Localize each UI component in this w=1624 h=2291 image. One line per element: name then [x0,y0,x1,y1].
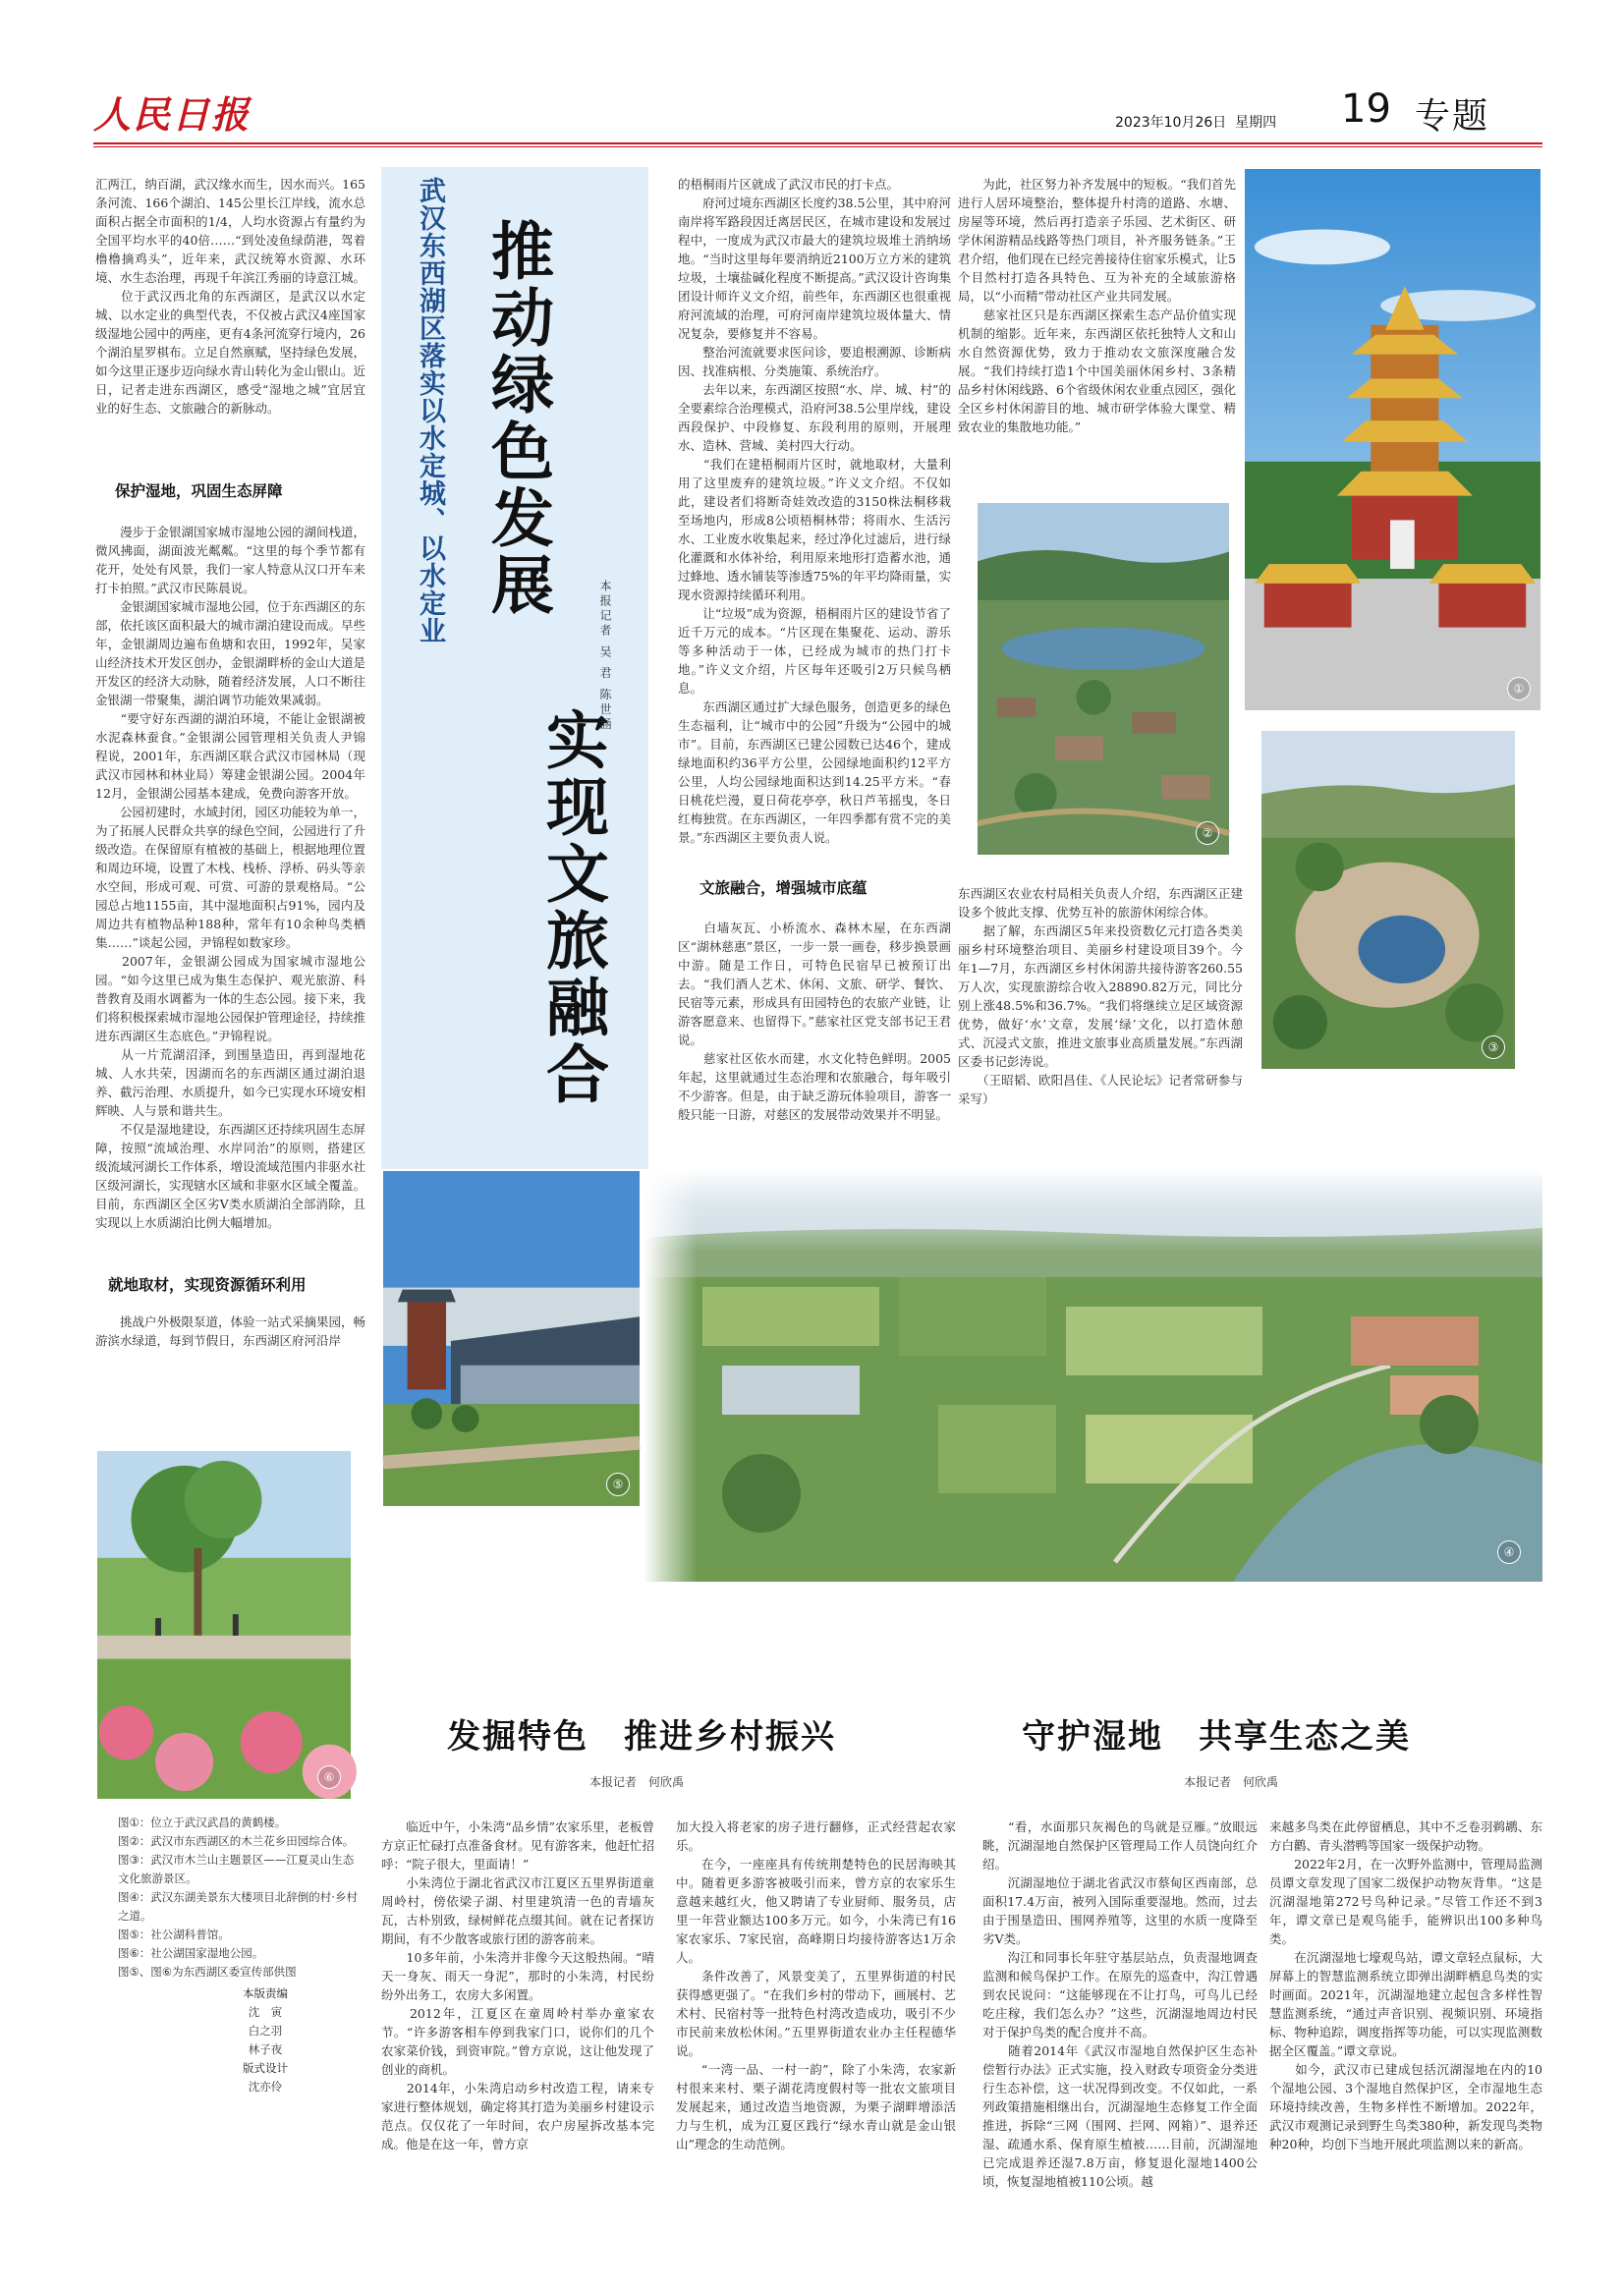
masthead-rule-thin [93,146,1542,147]
photo-number-badge: ⑤ [606,1473,630,1496]
editor-name: 沈 寅 [248,2005,283,2019]
photo-wetland-park [95,1449,353,1801]
photo-number-badge: ④ [1497,1540,1521,1564]
feature-column-2-b: 白墙灰瓦、小桥流水、森林木屋，在东西湖区“湖林慈惠”景区，一步一景一画卷，移步换景画中游。随是工作日，可特色民宿早已被预订出去。“我们酒人艺术、休闲、文旅、研学、餐饮、民宿等元素，形成具有田园特色的农旅产业链，让游客愿意来、也留得下。”慈家社区党支部书记王君说。 慈家社区依水而建，水文化特色鲜明。2005年起，这里就通过生态治理和农旅融合，每年吸引不少游客。但是，由于缺乏游玩体验项目，游客一般只能一日游，对慈区的发展带动效果并不明显。 [678,921,951,1122]
date: 2023年10月26日 [1115,115,1227,131]
section3-column-2: 来越多鸟类在此停留栖息，其中不乏卷羽鹈鹕、东方白鹳、青头潜鸭等国家一级保护动物。 2022年2月，在一次野外监测中，管理局监测员谭文章发现了国家二级保护动物灰背隼。“这是沉湖湿地第272号鸟种记录。”尽管工作还不到3年，谭文章已是观鸟能手，能辨识出100多种鸟类。 在沉湖湿地七壕观鸟站，谭文章轻点鼠标，大屏幕上的智慧监测系统立即弹出湖畔栖息鸟类的实时画面。2021年，沉湖湿地建立起包含多样性智慧监测系统，“通过声音识别、视频识别、环境指标、物种追踪，调度指挥等功能，可以实现监测数据全区覆盖。”谭文章说。 如今，武汉市已建成包括沉湖湿地在内的10个湿地公园、3个湿地自然保护区，全市湿地生态环境持续改善，生物多样性不断增加。2022年，武汉市观测记录到野生鸟类380种，新发现鸟类物种20种，均创下当地开展此项监测以来的新高。 [1269,1819,1542,2151]
credits-label: 本版责编 [243,1986,288,2000]
photo-number-badge: ③ [1482,1035,1505,1059]
masthead [93,86,1542,138]
feature-column-1 [95,175,365,1295]
designer-label: 版式设计 [243,2061,288,2075]
photo-caption: 图③：武汉市木兰山主题景区——江夏灵山生态文化旅游景区。 [118,1853,355,1885]
section3-byline: 本报记者 何欣禹 [1184,1775,1279,1789]
photo-science-museum [381,1169,642,1508]
section2-byline: 本报记者 何欣禹 [589,1775,685,1789]
section2-column-2: 加大投入将老家的房子进行翻修，正式经营起农家乐。 在今，一座座具有传统荆楚特色的民居海映其中。随着更多游客被吸引而来，曾方京的农家乐生意越来越红火，他又聘请了专业厨师、服务员，店里一年营业额达100多万元。如今，小朱湾已有16家农家乐、7家民宿，高峰期日均接待游客达1万余人。 条件改善了，风景变美了，五里界街道的村民获得感更强了。“在我们乡村的带动下，画展村、艺术村、民宿村等一批特色村湾改造成功，吸引不少市民前来放松休闲。”五里界街道农业办主任程德华说。 “一湾一品、一村一韵”，除了小朱湾，农家新村很来来村、栗子湖花湾度假村等一批农文旅项目发展起来，通过改造当地资源，为栗子湖畔增添活力与生机，成为江夏区践行“绿水青山就是金山银山”理念的生动范例。 [676,1819,956,2151]
feature-title-2: 实现文旅融合 [535,707,608,1108]
feature-kicker: 武汉东西湖区落实以水定城、以水定业 [415,177,445,644]
feature-column-2: 的梧桐雨片区就成了武汉市民的打卡点。 府河过境东西湖区长度约38.5公里，其中府河南岸将军路段因迁离居民区，在城市建设和发展过程中，一度成为武汉市最大的建筑垃圾堆土消纳场地。“当时这里每年要消纳近2100万立方米的建筑垃圾，土壤盐碱化程度不断提高。”武汉设计咨询集团设计师许义文介绍，前些年，东西湖区也很重视府河流域的治理，可府河南岸建筑垃圾体量大、情况复杂，要修复并不容易。 整治河流就要求医问诊，要追根溯源、诊断病因、找准病根、分类施策、系统治疗。 去年以来，东西湖区按照“水、岸、城、村”的全要素综合治理模式，沿府河38.5公里岸线，建设西段保护、中段修复、东段利用的原则，开展理水、造林、营城、美村四大行动。 “我们在建梧桐雨片区时，就地取材，大量利用了这里废弃的建筑垃圾。”许义文介绍。不仅如此，建设者们将断奇娃效改造的3150株法桐移栽至场地内，形成8公顷梧桐林带；将雨水、生活污水、工业废水收集起来，经过净化过滤后，进行绿化灌溉和水体补给，利用原来地形打造蓄水池，通过蜂地、透水铺装等渗透75%的年平均降雨量，实现水资源持续循环利用。 让“垃圾”成为资源，梧桐雨片区的建设节省了近千万元的成本。“片区现在集聚花、运动、游乐等多种活动于一体，已经成为城市的热门打卡地。”许义文介绍，片区每年还吸引2万只候鸟栖息。 东西湖区通过扩大绿色服务，创造更多的绿色生态福利，让“城市中的公园”升级为“公园中的城市”。目前，东西湖区已建公园数已达46个，建成绿地面积约36平方公里，公园绿地面积约12平方公里，人均公园绿地面积达到14.25平方米。“春日桃花烂漫，夏日荷花亭亭，秋日芦苇摇曳，冬日红梅独赏。在东西湖区，一年四季都有赏不完的美景。”东西湖区主要负责人说。 [678,177,951,845]
editor-credits [206,1984,324,2096]
editor-name: 林子夜 [248,2042,283,2056]
section3-column-1: “看，水面那只灰褐色的鸟就是豆雁。”放眼远眺，沉湖湿地自然保护区管理局工作人员饶向红介绍。 沉湖湿地位于湖北省武汉市蔡甸区西南部，总面积17.4万亩，被列入国际重要湿地。然而，过去由于围垦造田、围网养殖等，这里的水质一度降至劣V类。 沟江和同事长年驻守基层站点，负责湿地调查监测和候鸟保护工作。在原先的巡查中，沟江曾遇到农民说问：“这能够现在不让打鸟，可鸟儿已经吃庄稼，我们怎么办？”这些，沉湖湿地周边村民对于保护鸟类的配合度并不高。 随着2014年《武汉市湿地自然保护区生态补偿暂行办法》正式实施，投入财政专项资金分类进行生态补偿，这一状况得到改变。不仅如此，一系列政策措施相继出台，沉湖湿地生态修复工作全面推进，拆除“三网（围网、拦网、网箱）”、退养还湿、疏通水系、保育原生植被……目前，沉湖湿地已完成退养还湿7.8万亩，修复退化湿地1400公顷，恢复湿地植被110公顷。越 [982,1819,1258,2189]
feature-title-1: 推动绿色发展 [480,218,553,619]
photo-caption: 图①：位立于武汉武昌的黄鹤楼。 [118,1816,287,1829]
photo-credit: 图⑤、图⑥为东西湖区委宣传部供图 [118,1965,297,1979]
photo-caption: 图②：武汉市东西湖区的木兰花乡田园综合体。 [118,1834,355,1848]
feature-byline: 本报记者 吴 君 陈世涵 [598,580,612,733]
quarry-illustration [1261,731,1515,1069]
photo-number-badge: ② [1196,821,1219,845]
page-number: 19 [1341,86,1391,132]
feature-column-3: 为此，社区努力补齐发展中的短板。“我们首先进行人居环境整治，整体提升村湾的道路、水塘、房屋等环境，然后再打造亲子乐园、艺术街区、研学休闲游精品线路等热门项目，补齐服务链条。”王君介绍，他们现在已经完善接待住宿家乐模式，让5个目然村打造各具特色、互为补充的全域旅游格局，以“小而精”带动社区产业共同发展。 慈家社区只是东西湖区探索生态产品价值实现机制的缩影。近年来，东西湖区依托独特人文和山水自然资源优势，致力于推动农文旅深度融合发展。“我们持续打造1个中国美丽休闲乡村、3条精品乡村休闲线路、6个省级休闲农业重点园区，强化全区乡村休闲游目的地、城市研学体验大课堂、精致农业的集散地功能。” [958,177,1236,434]
feature-intro: 汇两江，纳百湖，武汉缘水而生，因水而兴。165条河流、166个湖泊、145公里长江岸线，流水总面积占据全市面积的1/4，人均水资源占有量约为全国平均水平的40倍……“到处凌鱼绿荫港，驾着橹橹摘鸡头”，近年来，武汉统筹水资源、水环境、水生态治理，再现千年滨江秀丽的诗意江城。 位于武汉西北角的东西湖区，是武汉以水定城、以水定业的典型代表，不仅被占武汉4座国家级湿地公园中的两座，更有4条河流穿行境内，26个湖泊星罗棋布。立足自然禀赋，坚持绿色发展，如今这里正逐步迈向绿水青山转化为金山银山。近日，记者走进东西湖区，感受“湿地之城”宜居宜业的好生态、文旅融合的新脉动。 [95,177,366,416]
photo-caption: 图⑥：社公湖国家湿地公园。 [118,1946,264,1960]
section-name: 专题 [1415,96,1490,137]
section2-column-1: 临近中午，小朱湾“品乡情”农家乐里，老板曾方京正忙碌打点准备食材。见有游客来，他赶忙招呼：“院子很大，里面请！” 小朱湾位于湖北省武汉市江夏区五里界街道童周岭村，傍依梁子湖、村里建筑清一色的青墙灰瓦，古朴别致，绿树鲜花点缀其间。就在记者探访期间，有不少散客或旅行团的游客前来。 10多年前，小朱湾并非像今天这般热闹。“晴天一身灰、雨天一身泥”，那时的小朱湾，村民纷纷外出务工，农房大多闲置。 2012年，江夏区在童周岭村举办童家农节。“许多游客相车停到我家门口，说你们的几个农家菜价钱，到资审院。”曾方京说，这让他发现了创业的商机。 2014年，小朱湾启动乡村改造工程，请来专家进行整体规划，确定将其打造为美丽乡村建设示范点。仅仅花了一年时间，农户房屋拆改基本完成。他是在这一年，曾方京 [381,1819,654,2151]
garden-illustration [978,503,1229,855]
feature-body-1: 漫步于金银湖国家城市湿地公园的湖间栈道，微风拂面，湖面波光粼粼。“这里的每个季节都有花开，处处有风景，我们一家人特意从汉口开车来打卡拍照。”武汉市民陈晨说。 金银湖国家城市湿地公园，位于东西湖区的东部，依托该区面积最大的城市湖泊建设而成。早些年，金银湖周边遍布鱼塘和农田，1992年，吴家山经济技术开发区创办，金银湖畔桥的金山大道是开发区的经济大动脉，随着经济发展，人口不断往金银湖一带聚集，湖泊调节功能效果减弱。 “要守好东西湖的湖泊环境，不能让金银湖被水泥森林蚕食。”金银湖公园管理相关负责人尹锦程说，2001年，东西湖区联合武汉市园林局（现武汉市园林和林业局）筹建金银湖公园。2004年12月，金银湖公园基本建成，免费向游客开放。 公园初建时，水域封闭，园区功能较为单一，为了拓展人民群众共享的绿色空间，公园进行了升级改造。在保留原有植被的基础上，根据地理位置和周边环境，设置了木栈、栈桥、浮桥、码头等亲水空间，形成可观、可赏、可游的景观格局。“公园总占地1155亩，其中湿地面积占91%，园内及周边共有植物品种188种，常年有10余种鸟类栖集……”谈起公园，尹锦程如数家珍。 2007年，金银湖公园成为国家城市湿地公园。“如今这里已成为集生态保护、观光旅游、科普教育及雨水调蓄为一体的生态公园。接下来，我们将积极探索城市湿地公园保护管理途径，持续推进东西湖区生态底色。”尹锦程说。 从一片荒湖沼泽，到围垦造田，再到湿地花城、人水共荣，因湖而名的东西湖区通过湖泊退养、截污治理、水质提升，如今已实现水环境安相辉映、人与景和谐共生。 不仅是湿地建设，东西湖区还持续巩固生态屏障，按照“流域治理、水岸同治”的原则，搭建区级流域河湖长工作体系，增设流域范围内非驱水社区级河湖长，实现辖水区域和非驱水区域全覆盖。目前，东西湖区全区劣V类水质湖泊全部消除，且实现以上水质湖泊比例大幅增加。 [95,525,366,1230]
photo-number-badge: ⑥ [317,1765,341,1789]
section3-title: 守护湿地 共享生态之美 [1022,1717,1411,1757]
feature-subheading-1: 保护湿地，巩固生态屏障 [115,482,283,500]
wetland-illustration [97,1451,351,1799]
tower-illustration [1245,169,1540,710]
feature-column-3-b: 东西湖区农业农村局相关负责人介绍，东西湖区正建设多个彼此支撑、优势互补的旅游休闲综合体。 据了解，东西湖区5年来投资数亿元打造各类美丽乡村环境整治项目、美丽乡村建设项目39个。今年1—7月，东西湖区乡村休闲游共接待游客260.55万人次，实现旅游综合收入28890.82万元，同比分别上涨48.5%和36.7%。“我们将继续立足区域资源优势，做好‘水’文章，发展‘绿’文化，以打造休憩式、沉浸式文旅，推进文旅事业高质量发展。”东西湖区委书记彭涛说。 （王昭韬、欧阳昌佳、《人民论坛》记者常研参与采写） [958,886,1243,1106]
feature-subheading-2: 就地取材，实现资源循环利用 [108,1276,307,1294]
museum-illustration [383,1171,640,1506]
designer-name: 沈亦伶 [248,2080,283,2094]
section2-title: 发掘特色 推进乡村振兴 [447,1717,836,1757]
photo-yellow-crane-tower [1243,167,1542,712]
photo-magnolia-garden [976,501,1231,857]
photo-captions [118,1814,364,1982]
issue-date [1115,112,1276,132]
feature-body-2: 挑战户外极限泵道，体验一站式采摘果园，畅游滨水绿道，每到节假日，东西湖区府河沿岸 [95,1314,366,1348]
photo-caption: 图④：武汉东湖美景东大楼项目北辞倒的村·乡村之道。 [118,1890,358,1923]
photo-lingshan-scenic [1260,729,1517,1071]
photo-caption: 图⑤：社公湖科普馆。 [118,1928,230,1941]
masthead-rule [93,142,1542,144]
feature-subheading-3: 文旅融合，增强城市底蕴 [700,879,868,897]
photo-village-aerial [644,1169,1542,1582]
newspaper-logo: 人民日报 [93,92,252,137]
editor-name: 白之羽 [248,2024,283,2038]
aerial-illustration [644,1169,1542,1582]
photo-number-badge: ① [1507,677,1531,700]
weekday: 星期四 [1235,115,1277,131]
